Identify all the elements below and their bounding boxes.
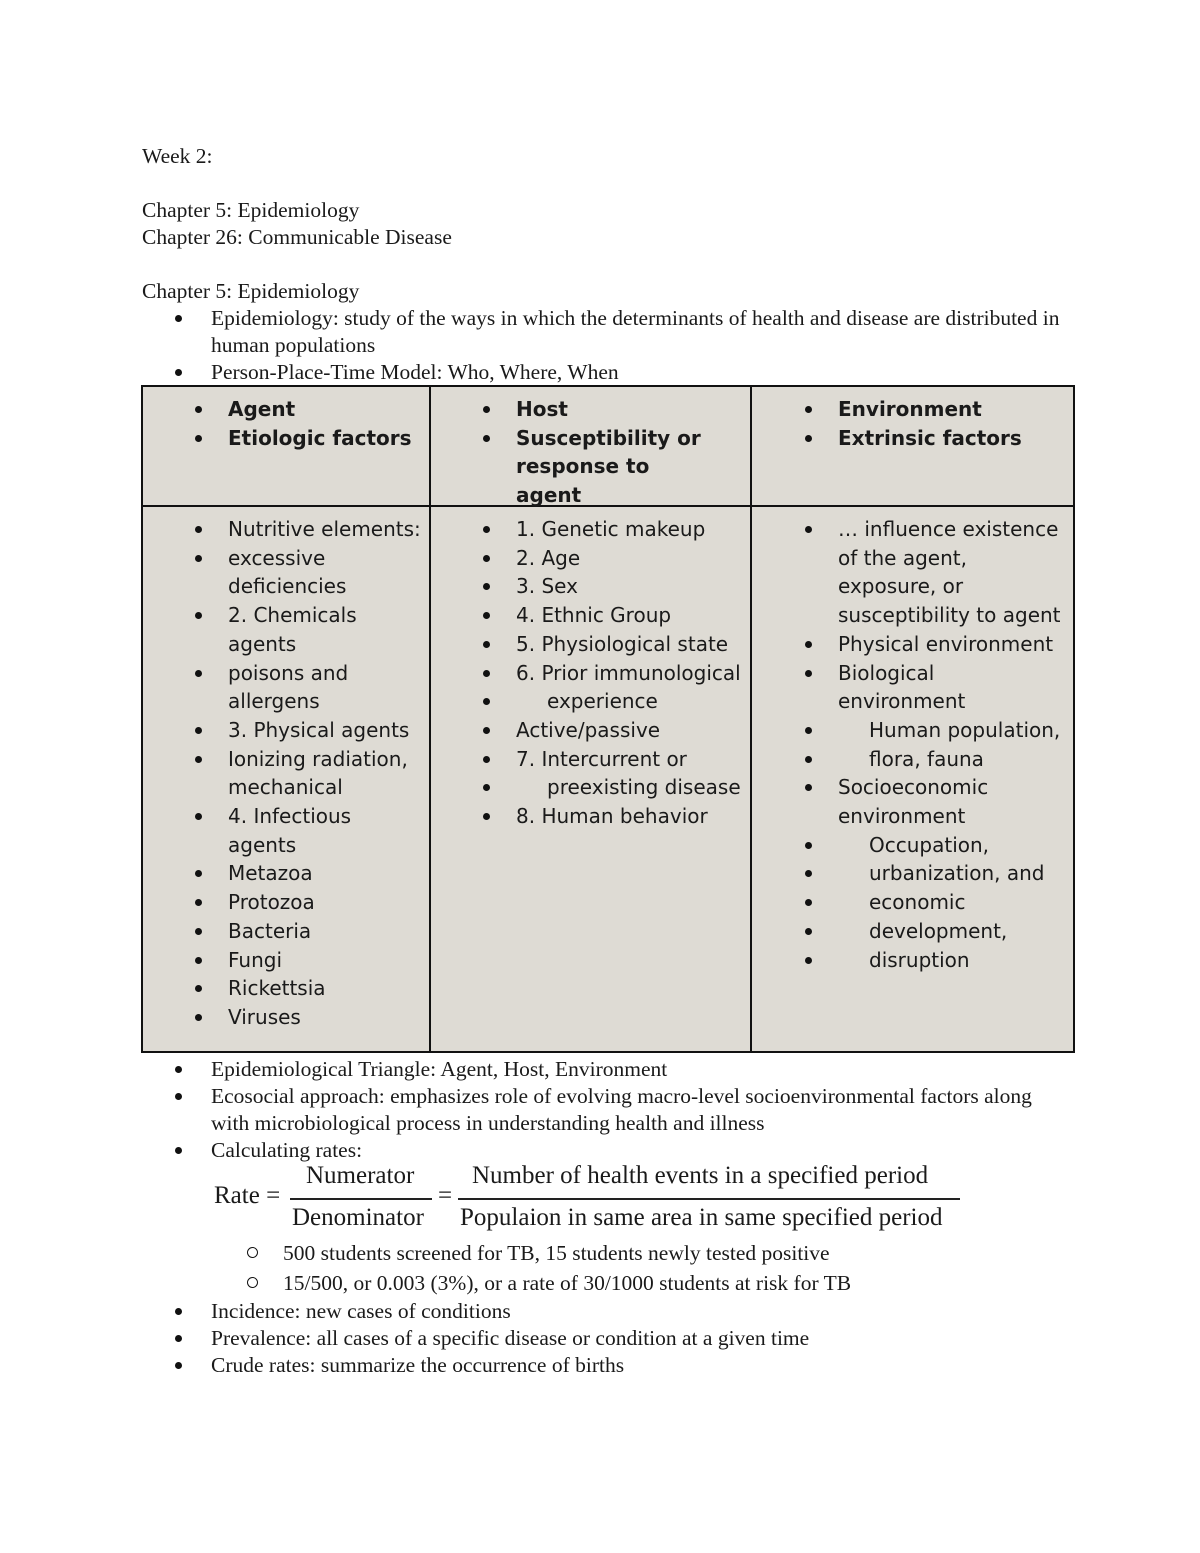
after-table-list bbox=[173, 1056, 1073, 1164]
table-cell-item: Human population, bbox=[803, 716, 1065, 745]
table-header-environment bbox=[803, 395, 1063, 452]
formula-denominator-text: Populaion in same area in same specified period bbox=[460, 1204, 943, 1231]
chapter-line: Chapter 26: Communicable Disease bbox=[142, 225, 452, 249]
table-cell-item: economic bbox=[803, 888, 1065, 917]
fraction-bar bbox=[458, 1198, 960, 1200]
table-cell-item: 2. Chemicals agents bbox=[193, 601, 425, 658]
list-item: Crude rates: summarize the occurrence of births bbox=[173, 1352, 1073, 1379]
list-item: Incidence: new cases of conditions bbox=[173, 1298, 1073, 1325]
formula-lhs: Rate = bbox=[214, 1182, 281, 1209]
table-cell-item: 3. Sex bbox=[481, 572, 743, 601]
header-label: Agent bbox=[193, 395, 423, 424]
header-label: Extrinsic factors bbox=[803, 424, 1063, 453]
table-cell-item: development, bbox=[803, 917, 1065, 946]
chapter-line: Chapter 5: Epidemiology bbox=[142, 198, 360, 222]
list-item: Calculating rates: bbox=[173, 1137, 1073, 1164]
table-cell-item: Ionizing radiation, mechanical bbox=[193, 745, 425, 802]
header-label: Etiologic factors bbox=[193, 424, 423, 453]
table-cell-item: Bacteria bbox=[193, 917, 425, 946]
table-cell-item: urbanization, and bbox=[803, 859, 1065, 888]
formula-denominator: Denominator bbox=[292, 1204, 424, 1231]
formula-numerator-text: Number of health events in a specified period bbox=[472, 1162, 929, 1189]
table-cell-item: … influence existence of the agent, exposure, or susceptibility to agent bbox=[803, 515, 1065, 630]
table-cell-item: Viruses bbox=[193, 1003, 425, 1032]
table-cell-item: Occupation, bbox=[803, 831, 1065, 860]
list-item: Prevalence: all cases of a specific disease or condition at a given time bbox=[173, 1325, 1073, 1352]
table-header-host bbox=[481, 395, 711, 510]
table-cell-item: 4. Ethnic Group bbox=[481, 601, 743, 630]
fraction-bar bbox=[290, 1198, 432, 1200]
section-heading: Chapter 5: Epidemiology bbox=[142, 279, 360, 303]
table-header-agent bbox=[193, 395, 423, 452]
list-item: Ecosocial approach: emphasizes role of evolving macro-level socioenvironmental factors along with microbiological process in understanding health and illness bbox=[173, 1083, 1073, 1137]
list-item: Epidemiological Triangle: Agent, Host, Environment bbox=[173, 1056, 1073, 1083]
rate-example-list bbox=[245, 1240, 1045, 1297]
table-cell-item: poisons and allergens bbox=[193, 659, 425, 716]
table-cell-item: 3. Physical agents bbox=[193, 716, 425, 745]
table-cell-item: 5. Physiological state bbox=[481, 630, 743, 659]
environment-column bbox=[803, 515, 1065, 974]
table-cell-item: Physical environment bbox=[803, 630, 1065, 659]
table-cell-item: experience bbox=[481, 687, 743, 716]
header-label: Host bbox=[481, 395, 711, 424]
column-divider bbox=[750, 387, 752, 1051]
table-cell-item: 2. Age bbox=[481, 544, 743, 573]
host-column bbox=[481, 515, 743, 831]
table-cell-item: Socioeconomic environment bbox=[803, 773, 1065, 830]
agent-column bbox=[193, 515, 425, 1032]
list-item: Epidemiology: study of the ways in which the determinants of health and disease are distributed in human populations bbox=[173, 305, 1073, 359]
table-cell-item: excessive deficiencies bbox=[193, 544, 425, 601]
formula-numerator: Numerator bbox=[306, 1162, 415, 1189]
agent-host-environment-table bbox=[141, 385, 1075, 1053]
list-item: Person-Place-Time Model: Who, Where, When bbox=[173, 359, 1073, 386]
final-list bbox=[173, 1298, 1073, 1379]
table-cell-item: preexisting disease bbox=[481, 773, 743, 802]
table-cell-item: Active/passive bbox=[481, 716, 743, 745]
rate-formula bbox=[214, 1160, 974, 1240]
table-cell-item: 6. Prior immunological bbox=[481, 659, 743, 688]
table-cell-item: disruption bbox=[803, 946, 1065, 975]
formula-equals: = bbox=[438, 1182, 453, 1209]
header-label: Susceptibility or response to agent bbox=[481, 424, 711, 510]
table-cell-item: Protozoa bbox=[193, 888, 425, 917]
table-cell-item: Nutritive elements: bbox=[193, 515, 425, 544]
list-item: 500 students screened for TB, 15 students newly tested positive bbox=[245, 1240, 1045, 1267]
table-cell-item: 4. Infectious agents bbox=[193, 802, 425, 859]
table-cell-item: 7. Intercurrent or bbox=[481, 745, 743, 774]
list-item: 15/500, or 0.003 (3%), or a rate of 30/1000 students at risk for TB bbox=[245, 1270, 1045, 1297]
table-cell-item: 1. Genetic makeup bbox=[481, 515, 743, 544]
column-divider bbox=[429, 387, 431, 1051]
table-cell-item: Metazoa bbox=[193, 859, 425, 888]
table-cell-item: Rickettsia bbox=[193, 974, 425, 1003]
table-cell-item: flora, fauna bbox=[803, 745, 1065, 774]
page-title: Week 2: bbox=[142, 144, 213, 168]
intro-list bbox=[173, 305, 1073, 386]
header-label: Environment bbox=[803, 395, 1063, 424]
table-cell-item: Biological environment bbox=[803, 659, 1065, 716]
table-cell-item: Fungi bbox=[193, 946, 425, 975]
table-cell-item: 8. Human behavior bbox=[481, 802, 743, 831]
